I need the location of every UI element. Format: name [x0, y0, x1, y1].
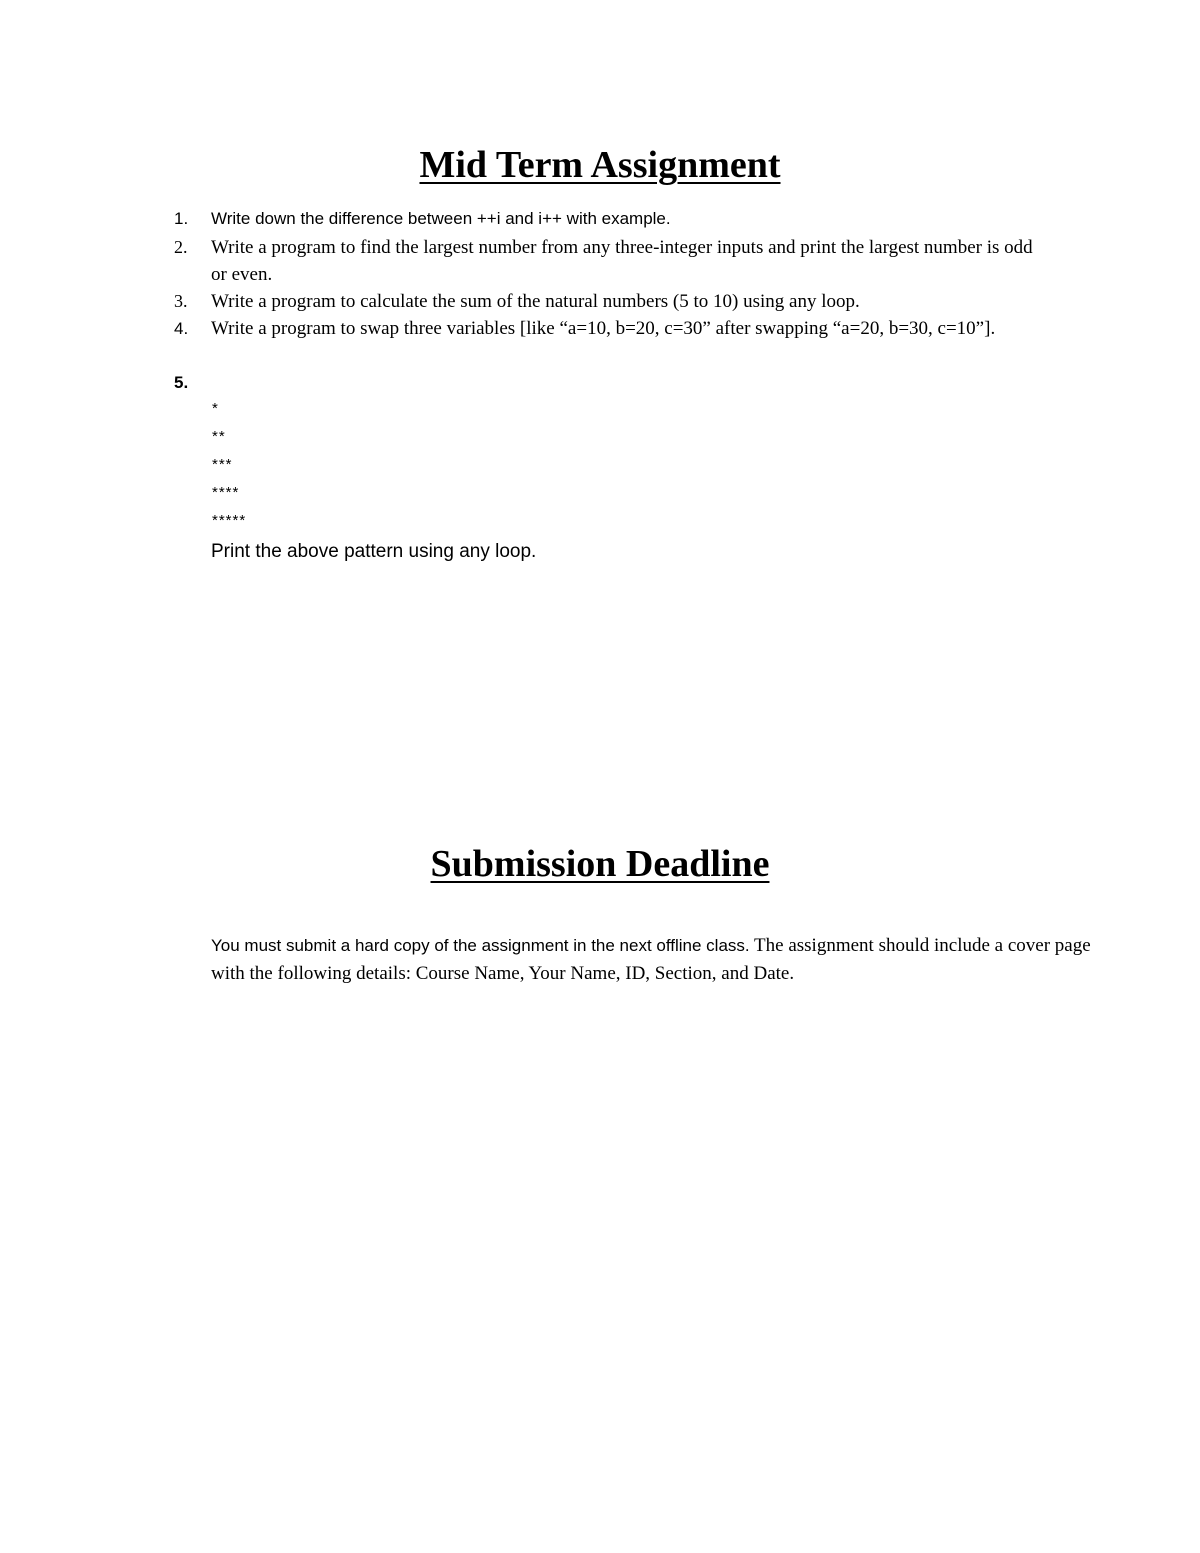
question-text: Write a program to calculate the sum of the natural numbers (5 to 10) using any loop. [211, 291, 860, 312]
pattern-line: ** [212, 428, 226, 445]
page-title: Mid Term Assignment [419, 144, 781, 186]
pattern-line: *** [212, 456, 233, 473]
question-text: Write a program to find the largest number from any three-integer inputs and print the largest number is odd or even. [211, 237, 1033, 285]
section-title: Submission Deadline [430, 843, 770, 885]
question-text: Print the above pattern using any loop. [211, 541, 537, 562]
question-number: 4. [174, 319, 189, 338]
pattern-line: **** [212, 484, 240, 501]
deadline-paragraph [211, 932, 1091, 988]
question-number: 5. [174, 373, 189, 392]
pattern-line: ***** [212, 512, 247, 529]
question-text: Write down the difference between ++i and i++ with example. [211, 209, 671, 228]
question-text: Write a program to swap three variables [like “a=10, b=20, c=30” after swapping “a=20, b=30, c=10”]. [211, 318, 996, 339]
question-number: 2. [174, 237, 188, 257]
question-number: 3. [174, 291, 188, 311]
question-number: 1. [174, 209, 189, 228]
deadline-text-part2: The assignment should include a cover page with the following details: Course Name, Your Name, ID, Section, and Date. [211, 935, 1091, 984]
deadline-text-part1: You must submit a hard copy of the assignment in the next offline class. [211, 936, 750, 955]
pattern-line: * [212, 400, 219, 417]
